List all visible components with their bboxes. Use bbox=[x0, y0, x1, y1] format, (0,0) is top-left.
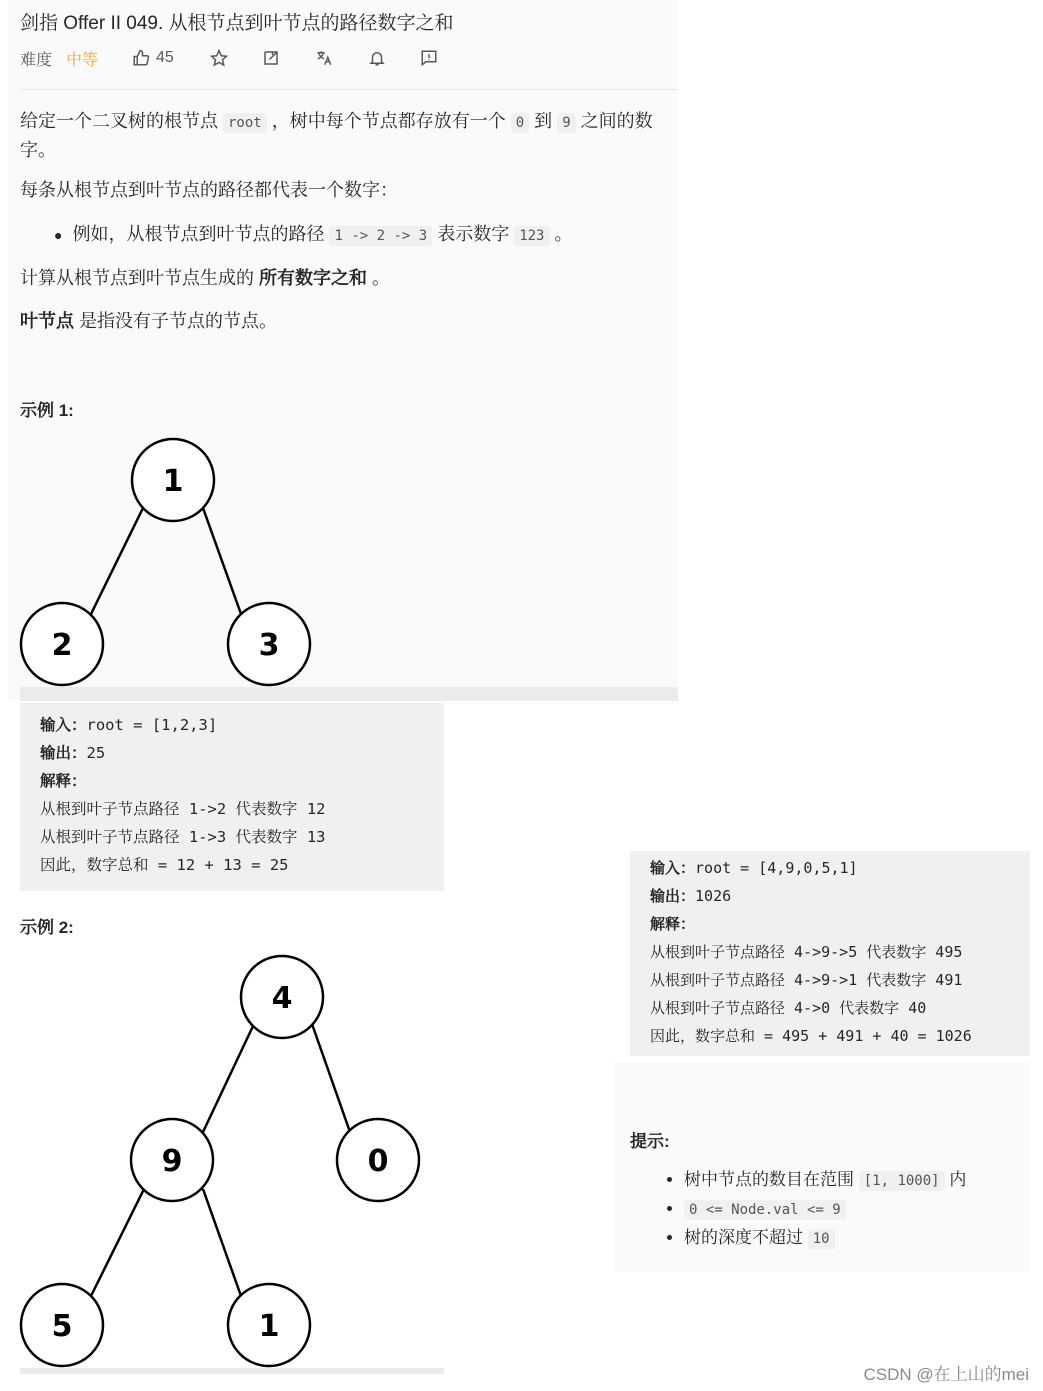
thumbs-up-icon bbox=[132, 49, 150, 67]
example1-block: 输入：root = [1,2,3] 输出：25 解释： 从根到叶子节点路径 1->2 代表数字 12 从根到叶子节点路径 1->3 代表数字 13 因此，数字总和 = 12 + 13 = 25 bbox=[20, 703, 444, 891]
tree-node-label: 1 bbox=[258, 1309, 280, 1344]
inline-code-9: 9 bbox=[557, 113, 575, 133]
feedback-icon bbox=[420, 49, 438, 67]
favorite-button[interactable] bbox=[210, 49, 228, 67]
description-p1: 给定一个二叉树的根节点 root ，树中每个节点都存放有一个 0 到 9 之间的数字。 bbox=[20, 111, 653, 160]
tree-node-label: 1 bbox=[162, 464, 184, 499]
tree-edge bbox=[203, 1024, 254, 1132]
difficulty-label: 难度 bbox=[20, 51, 53, 69]
hints-title: 提示: bbox=[630, 1132, 670, 1151]
inline-code-path: 1 -> 2 -> 3 bbox=[329, 226, 432, 246]
tree-node-label: 5 bbox=[51, 1309, 73, 1344]
tree-node-label: 2 bbox=[51, 628, 73, 663]
difficulty-badge: 中等 bbox=[66, 51, 99, 69]
like-count: 45 bbox=[156, 49, 174, 66]
page-title: 剑指 Offer II 049. 从根节点到叶节点的路径数字之和 bbox=[20, 13, 454, 34]
notification-button[interactable] bbox=[368, 49, 386, 67]
star-icon bbox=[210, 49, 228, 67]
tree-node-label: 4 bbox=[271, 981, 293, 1016]
example2-title: 示例 2: bbox=[20, 918, 74, 937]
description-bullet: ● 例如，从根节点到叶节点的路径 1 -> 2 -> 3 表示数字 123 。 bbox=[54, 224, 573, 244]
example1-tree bbox=[18, 434, 318, 689]
hints-list bbox=[630, 1166, 966, 1253]
inline-code-root: root bbox=[223, 113, 267, 133]
hint-item: • 树的深度不超过 10 bbox=[684, 1224, 966, 1253]
description-p4: 叶节点 是指没有子节点的节点。 bbox=[20, 311, 277, 331]
separator-bar bbox=[20, 687, 678, 701]
example2-tree bbox=[18, 952, 428, 1372]
feedback-button[interactable] bbox=[420, 49, 438, 67]
hint-item: • 0 <= Node.val <= 9 bbox=[684, 1195, 966, 1224]
example1-title: 示例 1: bbox=[20, 401, 74, 420]
divider bbox=[20, 89, 678, 90]
tree-node-label: 3 bbox=[258, 628, 280, 663]
inline-code-0: 0 bbox=[511, 113, 529, 133]
description-p2: 每条从根节点到叶节点的路径都代表一个数字： bbox=[20, 180, 398, 200]
tree-node-label: 9 bbox=[161, 1144, 183, 1179]
tree-edge bbox=[91, 1189, 144, 1296]
description-p3: 计算从根节点到叶节点生成的 所有数字之和 。 bbox=[20, 268, 391, 288]
share-icon bbox=[262, 49, 280, 67]
bell-icon bbox=[368, 49, 386, 67]
translate-icon bbox=[314, 49, 334, 67]
bullet-dot: ● bbox=[54, 227, 63, 243]
inline-code-123: 123 bbox=[514, 226, 549, 246]
example2-block: 输入：root = [4,9,0,5,1] 输出：1026 解释： 从根到叶子节点路径 4->9->5 代表数字 495 从根到叶子节点路径 4->9->1 代表数字 491 从根到叶子节点路径 4->0 代表数字 40 因此，数字总和 = 495 + 491 + 40 = 1026 bbox=[630, 851, 1030, 1056]
tree-edge bbox=[203, 1189, 241, 1296]
toolbar bbox=[20, 44, 472, 72]
share-button[interactable] bbox=[262, 49, 280, 67]
watermark: CSDN @在上山的mei bbox=[863, 1365, 1029, 1384]
tree-node-label: 0 bbox=[367, 1144, 389, 1179]
tree-edge bbox=[203, 508, 241, 614]
separator-bar bbox=[20, 1368, 444, 1374]
translate-button[interactable] bbox=[314, 49, 334, 67]
like-button[interactable] bbox=[132, 49, 174, 67]
tree-edge bbox=[91, 508, 143, 614]
tree-edge bbox=[312, 1024, 350, 1132]
hint-item: • 树中节点的数目在范围 [1, 1000] 内 bbox=[684, 1166, 966, 1195]
